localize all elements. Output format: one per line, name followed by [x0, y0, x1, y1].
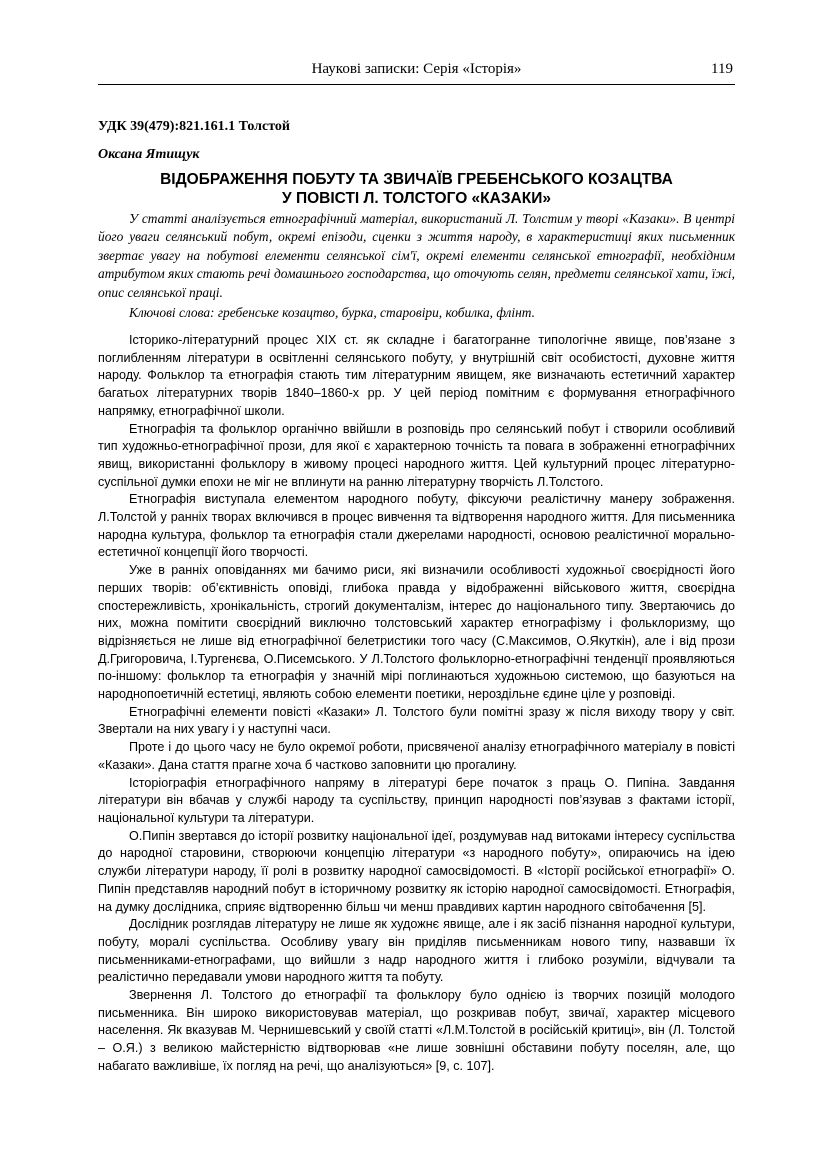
- body-paragraph-8: О.Пипін звертався до історії розвитку національної ідеї, роздумував над витоками інтересу суспільства до народної старовини, створюючи концепцію літератури «з народного побуту», опираючись на ідею служби літератури народу, її ролі в розвитку народної самосвідомості. В «Історії російської етнографії» О. Пипін представляв народний побут в історичному розвитку як історію народної самосвідомості. Етнографія, на думку дослідника, сприяє відтворенню більш чи менш правдивих картин народного світобачення [5].: [98, 828, 735, 914]
- body-paragraph-5: Етнографічні елементи повісті «Казаки» Л. Толстого були помітні зразу ж після виходу твору у світ. Звертали на них увагу і у наступні часи.: [98, 704, 735, 737]
- page-number: 119: [711, 61, 733, 77]
- body-paragraph-3: Етнографія виступала елементом народного побуту, фіксуючи реалістичну манеру зображення. Л.Толстой у ранніх творах включився в процес вивчення та відтворення народного життя. Для письменника народна культура, фольклор та етнографія стали джерелами народності, основою реалістичної морально-естетичної концепції його творчості.: [98, 492, 735, 560]
- running-header: [98, 60, 735, 85]
- body-paragraph-1: Історико-літературний процес XIX ст. як складне і багатогранне типологічне явище, пов’язане з поглибленням літератури в освітленні селянського побуту, у внутрішній світ особистості, духовне життя народу. Фольклор та етнографія стають тим літературним явищем, яке визначають естетичний характер багатьох літературних творів 1840–1860-х рр. У цей період помітним є формування етнографічного напрямку, етнографічної школи.: [98, 333, 735, 418]
- author-name: Оксана Ятищук: [98, 147, 200, 162]
- body-paragraph-2: Етнографія та фольклор органічно ввійшли в розповідь про селянський побут і створили особливий тип художньо-етнографічної прози, для якої є характерною точність та повага в зображенні етнографічних явищ, використанні фольклору в живому процесі народного життя. Цей культурний процес літературно-суспільної думки епохи не міг не вплинути на ранню літературну творчість Л.Толстого.: [98, 421, 735, 489]
- keywords: Ключові слова: гребенське козацтво, бурка, старовіри, кобилка, флінт.: [129, 305, 535, 320]
- body-paragraph-6: Проте і до цього часу не було окремої роботи, присвяченої аналізу етнографічного матеріалу в повісті «Казаки». Дана стаття прагне хоча б частково заповнити цю прогалину.: [98, 740, 735, 772]
- article-title-line-2: У ПОВІСТІ Л. ТОЛСТОГО «КАЗАКИ»: [282, 190, 551, 207]
- udc-code: УДК 39(479):821.161.1 Толстой: [98, 119, 290, 134]
- body-paragraph-10: Звернення Л. Толстого до етнографії та фольклору було однією із творчих позицій молодого письменника. Він широко використовував матеріал, що розкривав побут, звичаї, характер місцевого населення. Як вказував М. Чернишевський у своїй статті «Л.М.Толстой в російській критиці», він (Л. Толстой – О.Я.) з великою майстерністю відтворював «не лише зовнішні обставини побуту поселян, але, що набагато важливіше, їх погляд на речі, що аналізуються» [9, с. 107].: [98, 988, 735, 1073]
- article-title-line-1: ВІДОБРАЖЕННЯ ПОБУТУ ТА ЗВИЧАЇВ ГРЕБЕНСЬКОГО КОЗАЦТВА: [160, 171, 673, 188]
- abstract: У статті аналізується етнографічний матеріал, використаний Л. Толстим у творі «Казаки». В центрі його уваги селянський побут, окремі епізоди, сценки з життя народу, в характеристиці яких письменник звертає увагу на побутові елементи селянської сім'ї, окремі елементи селянської етнографії, необхідним атрибутом яких стають речі домашнього господарства, що оточують селян, предмети селянської хати, їжі, опис селянської праці.: [98, 211, 735, 300]
- journal-title: Наукові записки: Серія «Історія»: [311, 61, 522, 77]
- body-paragraph-9: Дослідник розглядав літературу не лише як художнє явище, але і як засіб пізнання народної культури, побуту, моралі суспільства. Особливу увагу він приділяв письменникам нового типу, назвавши їх письменниками-етнографами, що вийшли з надр народного життя і глибоко розуміли, відчували та реалістично передавали умови народного життя та побуту.: [98, 917, 735, 985]
- article-title: [98, 170, 735, 208]
- body-paragraph-7: Історіографія етнографічного напряму в літературі бере початок з праць О. Пипіна. Завдання літератури він вбачав у службі народу та суспільству, принцип народності пов’язував з фактами історії, національної культури та літератури.: [98, 775, 735, 825]
- body-paragraph-4: Уже в ранніх оповіданнях ми бачимо риси, які визначили особливості художньої своєрідності його перших творів: об’єктивність оповіді, глибока правда у відображенні військового життя, своєрідна спостережливість, хронікальність, строгий документалізм, інтерес до національного типу. Звертаючись до них, можна помітити своєрідний виключно толстовський характер етнографізму і фольклоризму, що відрізняється не лише від етнографічної белетристики того часу (С.Максимов, О.Якуткін), але і від прози Д.Григоровича, І.Тургенєва, О.Писемського. У Л.Толстого фольклорно-етнографічні тенденції проявляються по-іншому: фольклор та етнографія у значній мірі поглинаються художньою системою, що базуються на народнопоетичній естетиці, являють собою елементи поетики, нероздільне єдине ціле у розповіді.: [98, 563, 735, 702]
- article-body: [98, 332, 735, 1076]
